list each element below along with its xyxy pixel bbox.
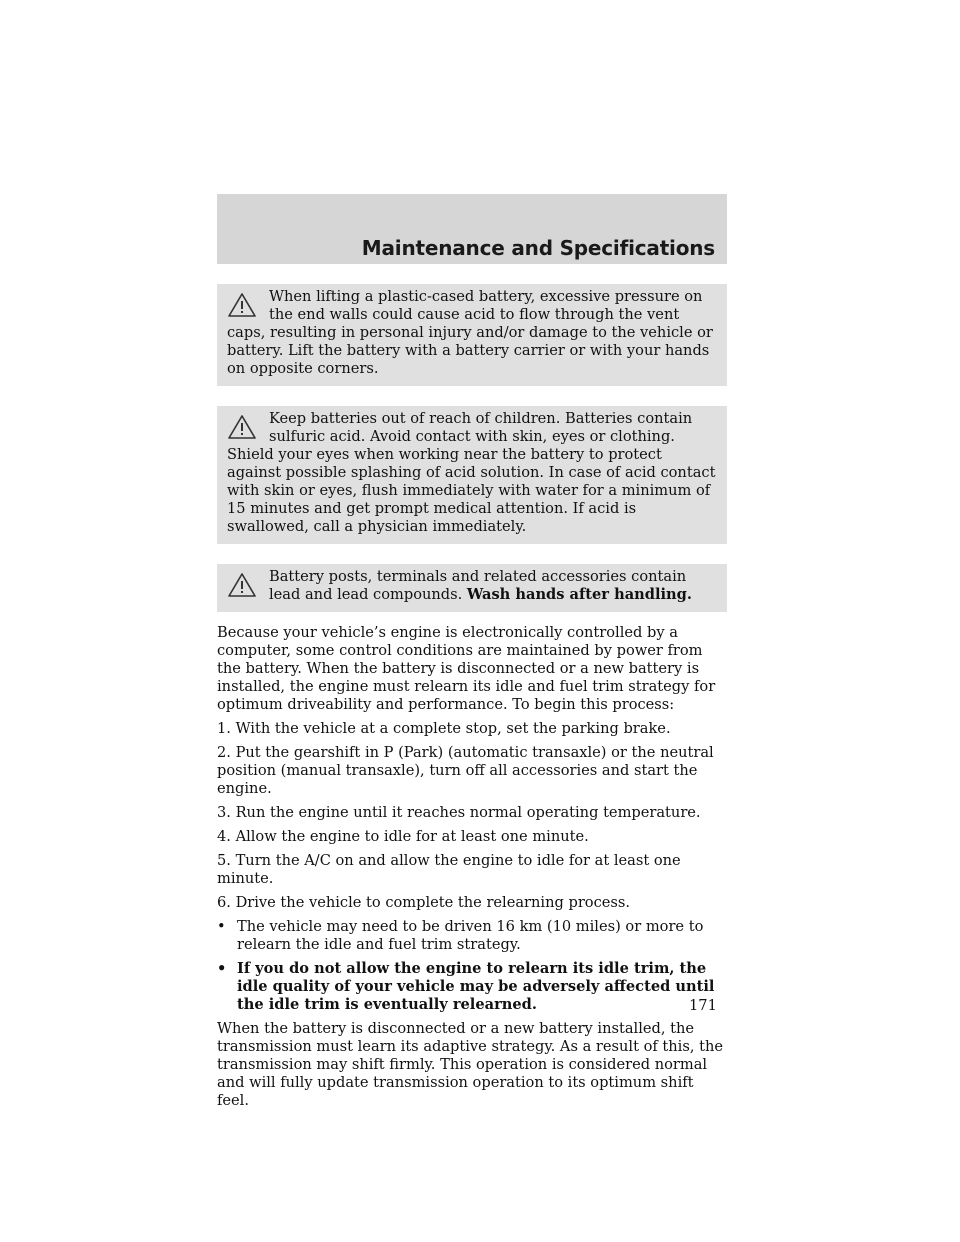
warning-triangle-icon: [227, 572, 261, 598]
warning-text: [227, 568, 717, 604]
warning-box-sulfuric-acid: [217, 406, 727, 544]
warning-box-lead: [217, 564, 727, 612]
warning-triangle-icon: [227, 292, 261, 318]
intro-paragraph: Because your vehicle’s engine is electronically controlled by a computer, some control conditions are maintained by power from the battery. When the battery is disconnected or a new battery is installed, the engine must relearn its idle and fuel trim strategy for optimum driveability and performance. To begin this process:: [217, 624, 716, 713]
warning-text: [227, 288, 717, 378]
warning-body: Keep batteries out of reach of children. Batteries contain sulfuric acid. Avoid contact with skin, eyes or clothing. Shield your eyes when working near the battery to protect against possible splashing of acid solution. In case of acid contact with skin or eyes, flush immediately with water for a minimum of 15 minutes and get prompt medical attention. If acid is swallowed, call a physician immediately.: [227, 410, 716, 535]
warning-body: Battery posts, terminals and related accessories contain lead and lead compounds.: [269, 568, 687, 603]
step-1: 1. With the vehicle at a complete stop, set the parking brake.: [217, 720, 671, 737]
section-title: Maintenance and Specifications: [361, 236, 715, 260]
step-4: 4. Allow the engine to idle for at least one minute.: [217, 828, 589, 845]
closing-paragraph: When the battery is disconnected or a new battery installed, the transmission must learn its adaptive strategy. As a result of this, the transmission may shift firmly. This operation is considered normal and will fully update transmission operation to its optimum shift feel.: [217, 1020, 724, 1109]
warning-body: When lifting a plastic-cased battery, excessive pressure on the end walls could cause acid to flow through the vent caps, resulting in personal injury and/or damage to the vehicle or battery. Lift the battery with a battery carrier or with your hands on opposite corners.: [227, 288, 713, 377]
bullet-item-distance: [217, 918, 727, 954]
warning-triangle-icon: [227, 414, 261, 440]
bullet-item-idle-trim: [217, 960, 727, 1014]
step-3: 3. Run the engine until it reaches normal operating temperature.: [217, 804, 701, 821]
step-6: 6. Drive the vehicle to complete the relearning process.: [217, 894, 631, 911]
bullet-text: If you do not allow the engine to relearn its idle trim, the idle quality of your vehicle may be adversely affected until the idle trim is eventually relearned.: [237, 960, 715, 1013]
warning-text: [227, 410, 717, 536]
bullet-text: The vehicle may need to be driven 16 km (10 miles) or more to relearn the idle and fuel trim strategy.: [237, 918, 704, 953]
step-5: 5. Turn the A/C on and allow the engine to idle for at least one minute.: [217, 852, 681, 887]
manual-page: [217, 194, 727, 1110]
bullet-glyph: •: [217, 960, 227, 977]
step-2: 2. Put the gearshift in P (Park) (automatic transaxle) or the neutral position (manual transaxle), turn off all accessories and start the engine.: [217, 744, 714, 797]
warning-box-battery-lifting: [217, 284, 727, 386]
bullet-glyph: •: [217, 918, 226, 935]
warning-emphasis: Wash hands after handling.: [466, 586, 692, 603]
page-number: 171: [689, 997, 717, 1014]
section-header: [217, 194, 727, 264]
